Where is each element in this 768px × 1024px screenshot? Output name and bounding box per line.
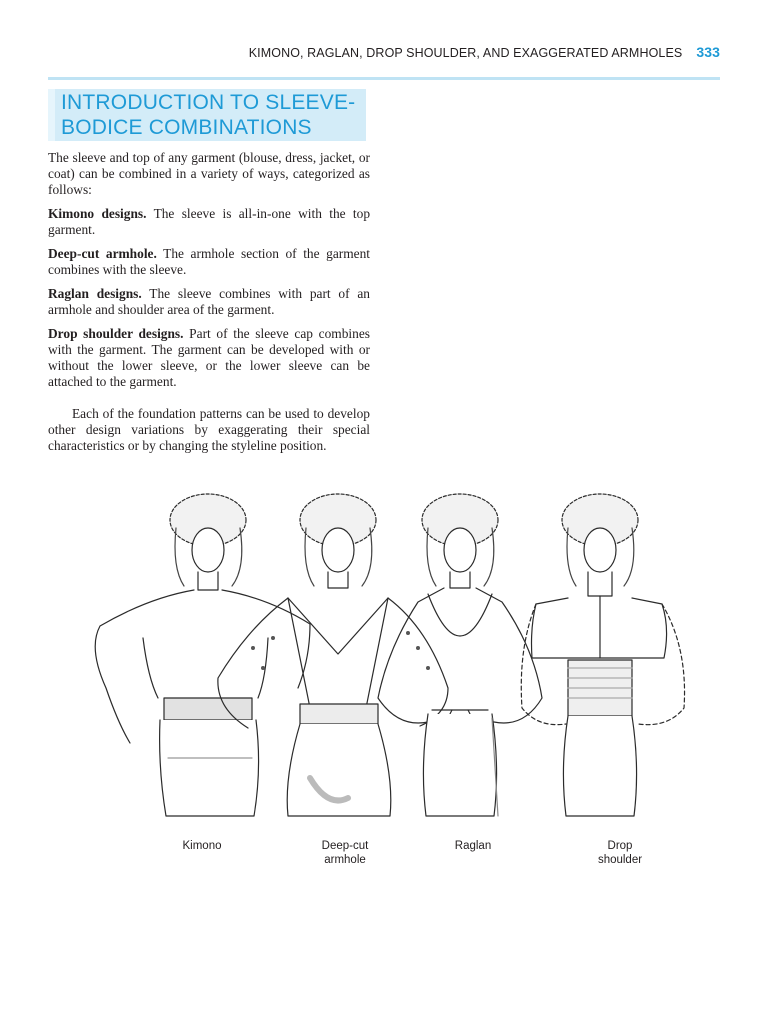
fashion-illustration (48, 478, 720, 838)
definition-text: Part of the sleeve cap combines with the garment. The garment can be developed with or without the lower sleeve, or the lower sleeve can be attached to the garment. (48, 326, 370, 389)
definition-item (48, 206, 370, 238)
definition-text: The sleeve is all-in-one with the top garment. (48, 206, 371, 237)
page-number: 333 (696, 44, 720, 60)
intro-paragraph: The sleeve and top of any garment (blouse, dress, jacket, or coat) can be combined in a variety of ways, categorized as follows: (48, 150, 370, 197)
caption-deep-cut-armhole: Deep-cut armhole (321, 840, 369, 866)
definition-item (48, 286, 370, 318)
definition-term: Deep-cut armhole. (48, 246, 157, 261)
body-text (48, 150, 370, 462)
running-title: KIMONO, RAGLAN, DROP SHOULDER, AND EXAGGERATED ARMHOLES (248, 46, 683, 60)
definition-item (48, 326, 370, 390)
caption-kimono: Kimono (182, 840, 222, 852)
section-title: INTRODUCTION TO SLEEVE-BODICE COMBINATIONS (61, 91, 356, 139)
definition-term: Kimono designs. (48, 206, 147, 221)
definition-term: Drop shoulder designs. (48, 326, 184, 341)
caption-drop-shoulder: Drop shoulder (597, 840, 643, 866)
raglan-figure (378, 494, 542, 816)
definition-text: The armhole section of the garment combines with the sleeve. (48, 246, 370, 277)
definition-text: The sleeve combines with part of an armhole and shoulder area of the garment. (48, 286, 370, 317)
running-head (48, 44, 720, 60)
header-rule (48, 77, 720, 80)
caption-raglan: Raglan (454, 840, 492, 852)
kimono-figure (95, 494, 310, 816)
definition-item (48, 246, 370, 278)
definition-term: Raglan designs. (48, 286, 142, 301)
closing-paragraph: Each of the foundation patterns can be used to develop other design variations by exaggerating their special characteristics or by changing the styleline position. (48, 406, 370, 453)
drop-shoulder-figure (521, 494, 684, 816)
